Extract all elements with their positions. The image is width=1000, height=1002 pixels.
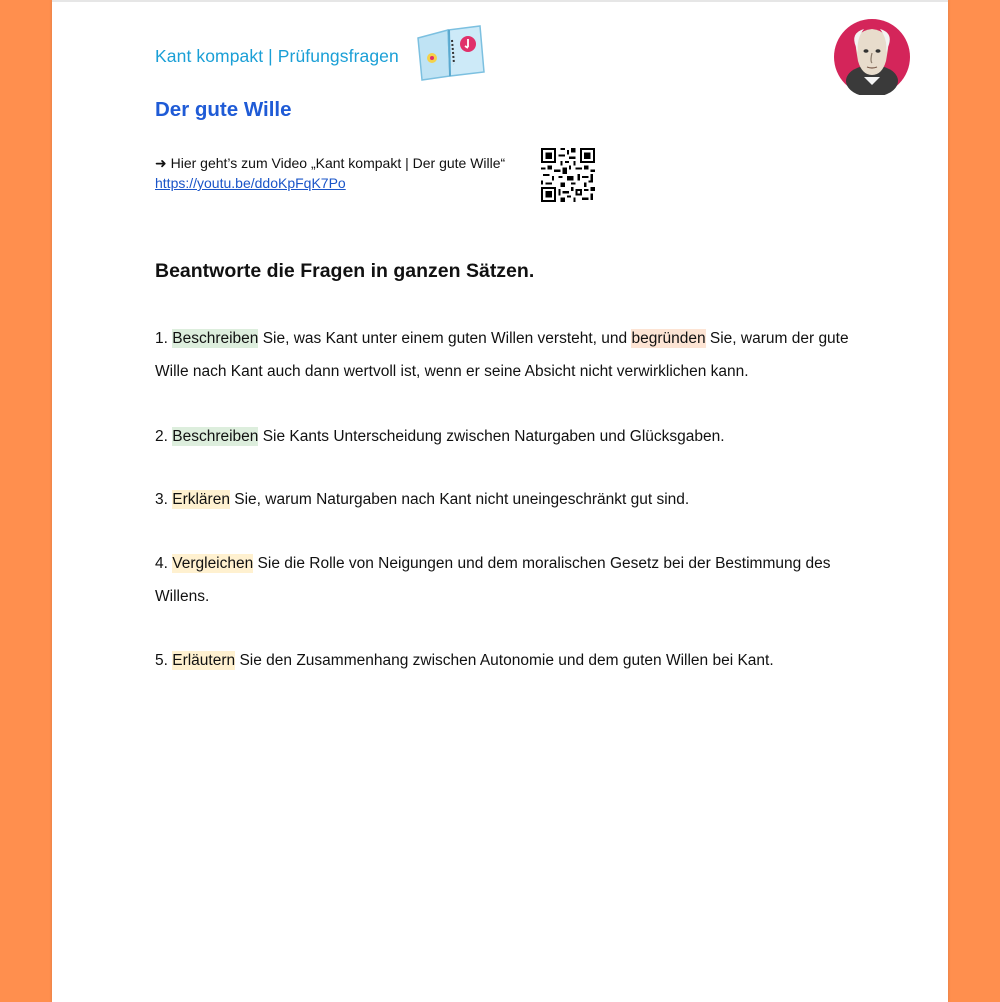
question-number: 5. (155, 652, 173, 669)
question-3 (155, 483, 855, 516)
question-number: 2. (155, 428, 173, 445)
question-text: Sie Kants Unterscheidung zwischen Naturgaben und Glücksgaben. (258, 428, 725, 445)
operator-highlight: begründen (631, 330, 706, 347)
question-5 (155, 644, 855, 677)
instruction-heading: Beantworte die Fragen in ganzen Sätzen. (155, 260, 535, 282)
qr-code-icon (541, 148, 595, 202)
operator-highlight: Erläutern (172, 652, 236, 669)
page-title: Der gute Wille (155, 98, 292, 121)
question-text: Sie die Rolle von Neigungen und dem moralischen Gesetz bei der Bestimmung des Willens. (155, 555, 831, 605)
question-text: Sie den Zusammenhang zwischen Autonomie und dem guten Willen bei Kant. (235, 652, 774, 669)
operator-highlight: Beschreiben (172, 330, 259, 347)
question-number: 1. (155, 330, 173, 347)
operator-highlight: Erklären (172, 491, 230, 508)
operator-highlight: Vergleichen (172, 555, 254, 572)
video-reference: ➜ Hier geht’s zum Video „Kant kompakt | Der gute Wille“ (155, 155, 506, 171)
series-title: Kant kompakt | Prüfungsfragen (155, 46, 399, 66)
kant-portrait-icon (834, 19, 910, 95)
question-text: Sie, was Kant unter einem guten Willen versteht, und (258, 330, 632, 347)
question-1 (155, 322, 855, 388)
operator-highlight: Beschreiben (172, 428, 259, 445)
book-icon (414, 24, 486, 82)
question-2 (155, 420, 855, 453)
question-list (155, 322, 855, 677)
question-4 (155, 547, 855, 613)
question-number: 3. (155, 491, 173, 508)
question-text: Sie, warum der gute Wille nach Kant auch dann wertvoll ist, wenn er seine Absicht nicht verwirklichen kann. (155, 330, 849, 380)
question-text: Sie, warum Naturgaben nach Kant nicht uneingeschränkt gut sind. (229, 491, 690, 508)
document-page (52, 0, 948, 1002)
video-link[interactable]: https://youtu.be/ddoKpFqK7Po (155, 175, 346, 191)
question-number: 4. (155, 555, 173, 572)
